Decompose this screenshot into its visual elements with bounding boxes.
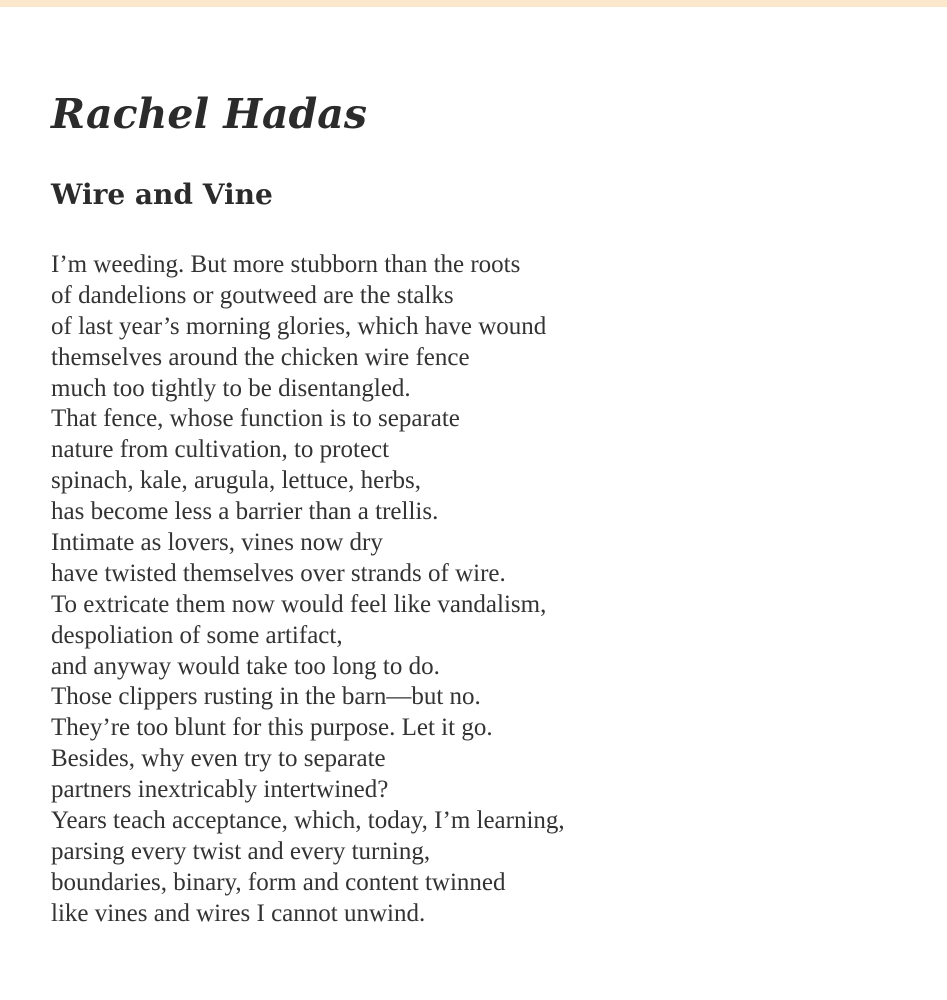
poem-line: That fence, whose function is to separate: [51, 405, 460, 433]
poem-line: partners inextricably intertwined?: [51, 776, 389, 804]
top-accent-bar: [0, 0, 947, 7]
poem-line: themselves around the chicken wire fence: [51, 343, 470, 371]
poem-line: parsing every twist and every turning,: [51, 837, 431, 865]
poem-line: boundaries, binary, form and content twinned: [51, 868, 506, 896]
poem-line: despoliation of some artifact,: [51, 621, 343, 649]
poem-line: I’m weeding. But more stubborn than the roots: [51, 251, 521, 278]
poem-line: They’re too blunt for this purpose. Let it go.: [51, 714, 493, 742]
poem-line: of last year’s morning glories, which have wound: [51, 312, 547, 340]
poem-line: Intimate as lovers, vines now dry: [51, 529, 383, 557]
poem-line: like vines and wires I cannot unwind.: [51, 899, 426, 927]
poem-line: of dandelions or goutweed are the stalks: [51, 281, 454, 309]
poem-line: have twisted themselves over strands of wire.: [51, 559, 506, 587]
poem-title: Wire and Vine: [51, 178, 273, 211]
poem-line: has become less a barrier than a trellis.: [51, 498, 439, 526]
poem-line: Those clippers rusting in the barn—but no.: [51, 683, 481, 711]
poem-line: To extricate them now would feel like vandalism,: [51, 590, 547, 618]
poem-line: Years teach acceptance, which, today, I’m learning,: [51, 807, 565, 835]
poem-line: spinach, kale, arugula, lettuce, herbs,: [51, 467, 421, 495]
author-name: Rachel Hadas: [51, 90, 367, 138]
poem-line: nature from cultivation, to protect: [51, 436, 390, 464]
poem-line: Besides, why even try to separate: [51, 745, 386, 773]
poem-line: much too tightly to be disentangled.: [51, 374, 411, 402]
poem-line: and anyway would take too long to do.: [51, 652, 440, 680]
poem-body: [51, 250, 565, 930]
